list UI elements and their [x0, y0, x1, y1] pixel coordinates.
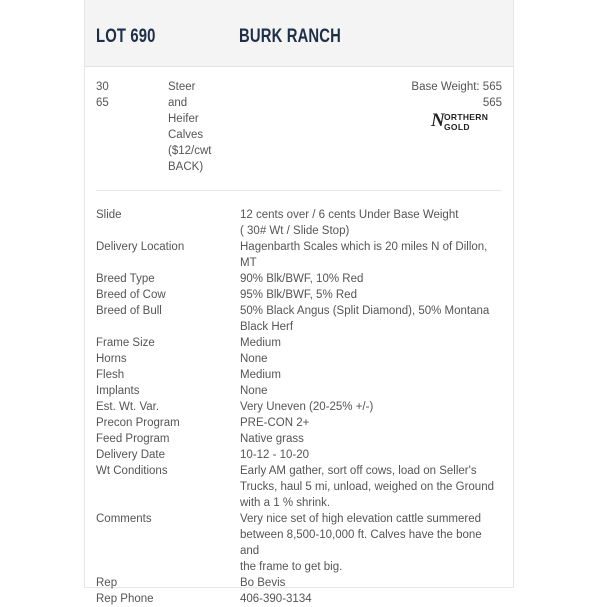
cattle-description — [168, 79, 228, 175]
detail-label: Implants — [96, 385, 140, 397]
detail-value-line: Native grass — [240, 433, 304, 445]
detail-value-line: 90% Blk/BWF, 10% Red — [240, 273, 364, 285]
detail-value — [240, 367, 504, 383]
detail-row — [96, 431, 504, 447]
detail-label: Delivery Location — [96, 241, 185, 253]
detail-value-line: Hagenbarth Scales which is 20 miles N of Dillon, MT — [240, 241, 488, 269]
base-weight-label: Base Weight: 565 — [411, 81, 502, 93]
detail-row — [96, 303, 504, 335]
detail-value-line: Bo Bevis — [240, 577, 286, 589]
detail-value — [240, 511, 504, 575]
detail-row — [96, 415, 504, 431]
description-line: BACK) — [168, 161, 204, 173]
logo-initial: N — [431, 110, 445, 131]
detail-value-line: 12 cents over / 6 cents Under Base Weight — [240, 209, 459, 221]
detail-label: Rep — [96, 577, 118, 589]
lot-header — [85, 0, 513, 67]
northern-gold-logo — [431, 111, 501, 135]
detail-value — [240, 383, 504, 399]
detail-value — [240, 303, 504, 335]
detail-value — [240, 415, 504, 431]
head-count-steers: 30 — [96, 81, 109, 93]
detail-label: Flesh — [96, 369, 125, 381]
detail-row — [96, 367, 504, 383]
detail-label: Breed of Cow — [96, 289, 166, 301]
detail-value-line: None — [240, 353, 268, 365]
detail-value — [240, 271, 504, 287]
detail-label: Feed Program — [96, 433, 170, 445]
detail-label: Frame Size — [96, 337, 155, 349]
detail-row — [96, 271, 504, 287]
detail-value — [240, 463, 504, 511]
detail-value-line: Very nice set of high elevation cattle summered — [240, 513, 481, 525]
detail-value — [240, 399, 504, 415]
detail-row — [96, 207, 504, 239]
logo-word-bottom: GOLD — [444, 122, 470, 132]
description-line: Calves — [168, 129, 204, 141]
detail-value — [240, 335, 504, 351]
detail-value-line: ( 30# Wt / Slide Stop) — [240, 225, 350, 237]
detail-row — [96, 463, 504, 511]
detail-value-line: Very Uneven (20-25% +/-) — [240, 401, 374, 413]
lot-summary — [85, 66, 513, 190]
detail-label: Breed of Bull — [96, 305, 162, 317]
detail-value-line: between 8,500-10,000 ft. Calves have the bone and — [240, 529, 482, 557]
detail-label: Breed Type — [96, 273, 155, 285]
lot-card — [84, 0, 514, 605]
logo-wordmark — [444, 112, 488, 132]
head-count-heifers: 65 — [96, 97, 109, 109]
section-divider — [96, 190, 502, 191]
detail-value — [240, 207, 504, 239]
detail-label: Rep Phone — [96, 593, 154, 605]
detail-label: Horns — [96, 353, 127, 365]
detail-row — [96, 591, 504, 607]
detail-row — [96, 575, 504, 591]
detail-label: Delivery Date — [96, 449, 166, 461]
detail-label: Est. Wt. Var. — [96, 401, 160, 413]
detail-value-line: Medium — [240, 369, 281, 381]
detail-row — [96, 351, 504, 367]
detail-row — [96, 239, 504, 271]
detail-value-line: Trucks, haul 5 mi, unload, weighed on the Ground — [240, 481, 494, 493]
detail-value — [240, 351, 504, 367]
detail-value — [240, 431, 504, 447]
detail-label: Wt Conditions — [96, 465, 168, 477]
detail-value-line: 10-12 - 10-20 — [240, 449, 310, 461]
detail-row — [96, 335, 504, 351]
logo-word-top: ORTHERN — [444, 112, 489, 122]
detail-value-line: PRE-CON 2+ — [240, 417, 310, 429]
detail-value — [240, 287, 504, 303]
detail-value-line: 50% Black Angus (Split Diamond), 50% Montana — [240, 305, 490, 317]
detail-label: Comments — [96, 513, 152, 525]
ranch-name: BURK RANCH — [239, 26, 342, 47]
base-weight — [411, 79, 502, 111]
head-counts — [96, 79, 109, 111]
detail-value — [240, 239, 504, 271]
detail-value-line: Black Herf — [240, 321, 294, 333]
detail-value-line: the frame to get big. — [240, 561, 343, 573]
base-weight-second: 565 — [482, 97, 502, 109]
detail-value-line: with a 1 % shrink. — [240, 497, 331, 509]
description-line: and — [168, 97, 188, 109]
detail-value-line: 406-390-3134 — [240, 593, 312, 605]
detail-row — [96, 511, 504, 575]
detail-value-line: None — [240, 385, 268, 397]
detail-label: Precon Program — [96, 417, 180, 429]
lot-details — [96, 207, 504, 607]
description-line: ($12/cwt — [168, 145, 212, 157]
detail-value-line: Medium — [240, 337, 281, 349]
lot-number: LOT 690 — [96, 26, 156, 47]
detail-value-line: 95% Blk/BWF, 5% Red — [240, 289, 357, 301]
detail-value — [240, 575, 504, 591]
detail-value-line: Early AM gather, sort off cows, load on Seller's — [240, 465, 477, 477]
description-line: Steer — [168, 81, 196, 93]
detail-value — [240, 447, 504, 463]
detail-row — [96, 447, 504, 463]
description-line: Heifer — [168, 113, 199, 125]
detail-value — [240, 591, 504, 607]
detail-row — [96, 399, 504, 415]
detail-row — [96, 383, 504, 399]
detail-label: Slide — [96, 209, 122, 221]
detail-row — [96, 287, 504, 303]
